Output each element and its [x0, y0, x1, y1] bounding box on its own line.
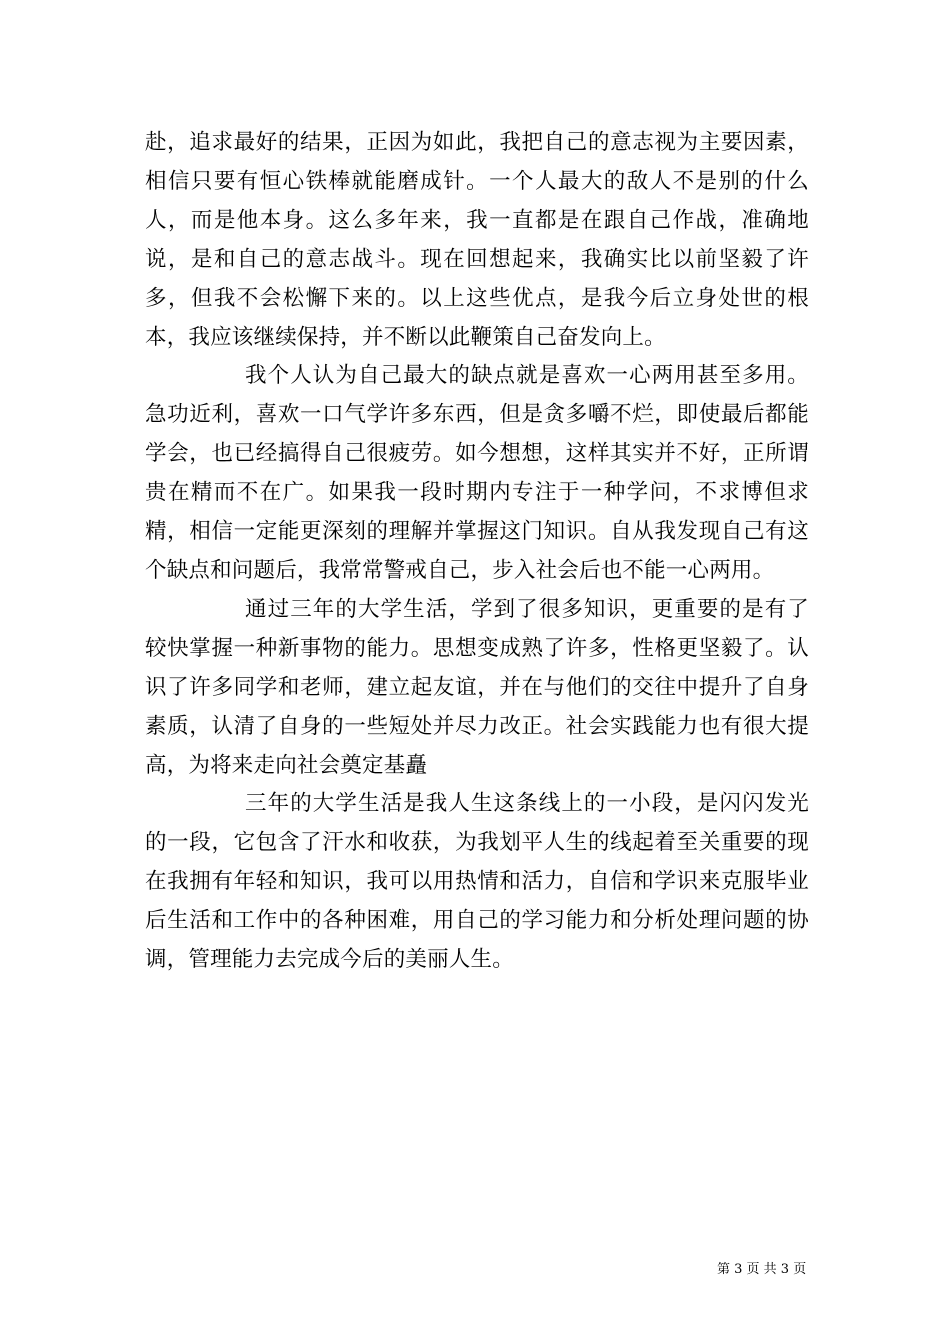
document-body: [145, 124, 809, 980]
paragraph-university-gains: 通过三年的大学生活，学到了很多知识，更重要的是有了较快掌握一种新事物的能力。思想变成熟了许多，性格更坚毅了。认识了许多同学和老师，建立起友谊，并在与他们的交往中提升了自身素质，认清了自身的一些短处并尽力改正。社会实践能力也有很大提高，为将来走向社会奠定基矗: [145, 596, 809, 778]
page-number: 第 3 页 共 3 页: [717, 1262, 807, 1277]
paragraph-continuation: 赴，追求最好的结果，正因为如此，我把自己的意志视为主要因素，相信只要有恒心铁棒就能磨成针。一个人最大的敌人不是别的什么人，而是他本身。这么多年来，我一直都是在跟自己作战，准确地说，是和自己的意志战斗。现在回想起来，我确实比以前坚毅了许多，但我不会松懈下来的。以上这些优点，是我今后立身处世的根本，我应该继续保持，并不断以此鞭策自己奋发向上。: [145, 130, 809, 350]
paragraph-conclusion: 三年的大学生活是我人生这条线上的一小段，是闪闪发光的一段，它包含了汗水和收获，为我划平人生的线起着至关重要的现在我拥有年轻和知识，我可以用热情和活力，自信和学识来克服毕业后生活和工作中的各种困难，用自己的学习能力和分析处理问题的协调，管理能力去完成今后的美丽人生。: [145, 791, 809, 973]
paragraph-shortcoming: 我个人认为自己最大的缺点就是喜欢一心两用甚至多用。急功近利，喜欢一口气学许多东西，但是贪多嚼不烂，即使最后都能学会，也已经搞得自己很疲劳。如今想想，这样其实并不好，正所谓贵在精而不在广。如果我一段时期内专注于一种学问，不求博但求精，相信一定能更深刻的理解并掌握这门知识。自从我发现自己有这个缺点和问题后，我常常警戒自己，步入社会后也不能一心两用。: [145, 363, 809, 583]
